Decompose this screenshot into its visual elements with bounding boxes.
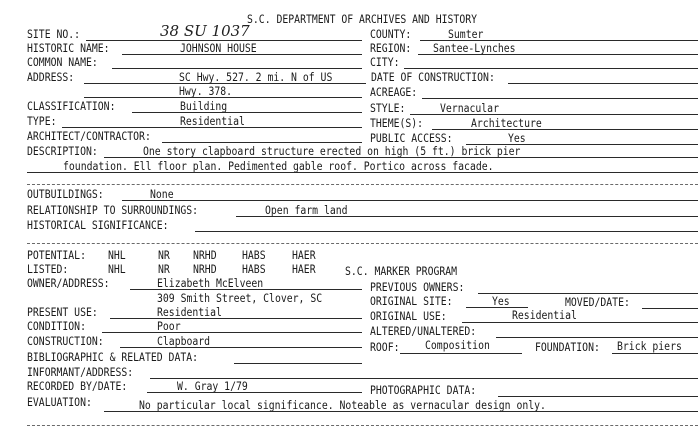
- present-use-label: PRESENT USE:: [27, 305, 98, 319]
- address-value-line-1: SC Hwy. 527. 2 mi. N of US: [179, 70, 333, 84]
- classification-value: Building: [180, 99, 228, 113]
- original-use-value: Residential: [512, 308, 577, 322]
- historical-significance-line: [195, 231, 698, 232]
- recorded-by-line: [147, 392, 362, 393]
- description-value-line-1: One story clapboard structure erected on high (5 ft.) brick pier: [143, 144, 521, 158]
- roof-label: ROOF:: [370, 340, 400, 354]
- foundation-label: FOUNDATION:: [535, 340, 600, 354]
- sc-marker-program-label: S.C. MARKER PROGRAM: [345, 264, 458, 278]
- listed-habs: HABS: [242, 262, 266, 276]
- architect-line: [162, 142, 362, 143]
- construction-line: [120, 347, 362, 348]
- style-line: [410, 114, 698, 115]
- city-line: [404, 68, 698, 69]
- owner-name-value: Elizabeth McElveen: [157, 276, 264, 290]
- relationship-value: Open farm land: [265, 203, 348, 217]
- type-value: Residential: [180, 114, 245, 128]
- bibliographic-line: [234, 363, 362, 364]
- description-value-line-2: foundation. Ell floor plan. Pedimented gable roof. Portico across facade.: [63, 159, 494, 173]
- moved-date-line: [642, 308, 698, 309]
- description-line-1: [104, 157, 698, 158]
- address-line-2: [84, 97, 362, 98]
- condition-value: Poor: [157, 319, 181, 333]
- listed-nrhd: NRHD: [193, 262, 217, 276]
- owner-line-1: [130, 289, 362, 290]
- original-site-label: ORIGINAL SITE:: [370, 294, 453, 308]
- foundation-value: Brick piers: [617, 339, 682, 353]
- county-label: COUNTY:: [370, 27, 412, 41]
- classification-label: CLASSIFICATION:: [27, 99, 116, 113]
- outbuildings-line: [122, 200, 698, 201]
- historic-name-label: HISTORIC NAME:: [27, 41, 110, 55]
- present-use-line: [110, 318, 362, 319]
- evaluation-line-1: [104, 411, 698, 412]
- classification-line: [132, 112, 362, 113]
- photographic-data-label: PHOTOGRAPHIC DATA:: [370, 383, 477, 397]
- historical-significance-label: HISTORICAL SIGNIFICANCE:: [27, 218, 169, 232]
- potential-label: POTENTIAL:: [27, 248, 86, 262]
- original-use-line: [462, 322, 698, 323]
- style-label: STYLE:: [370, 101, 406, 115]
- site-no-value: 38 SU 1037: [160, 22, 250, 40]
- address-label: ADDRESS:: [27, 70, 75, 84]
- previous-owners-label: PREVIOUS OWNERS:: [370, 280, 465, 294]
- informant-address-label: INFORMANT/ADDRESS:: [27, 365, 134, 379]
- foundation-line: [612, 353, 698, 354]
- historic-name-value: JOHNSON HOUSE: [180, 41, 257, 55]
- public-access-label: PUBLIC ACCESS:: [370, 131, 453, 145]
- acreage-label: ACREAGE:: [370, 85, 418, 99]
- relationship-label: RELATIONSHIP TO SURROUNDINGS:: [27, 203, 199, 217]
- roof-line: [400, 353, 522, 354]
- original-site-value: Yes: [492, 294, 510, 308]
- public-access-value: Yes: [508, 131, 526, 145]
- relationship-line: [236, 216, 698, 217]
- bibliographic-label: BIBLIOGRAPHIC & RELATED DATA:: [27, 350, 199, 364]
- city-label: CITY:: [370, 55, 400, 69]
- listed-nr: NR: [158, 262, 170, 276]
- condition-label: CONDITION:: [27, 319, 86, 333]
- themes-line: [432, 129, 698, 130]
- type-label: TYPE:: [27, 114, 57, 128]
- themes-label: THEME(S):: [370, 116, 424, 130]
- form-title: S.C. DEPARTMENT OF ARCHIVES AND HISTORY: [247, 12, 478, 26]
- owner-address-label: OWNER/ADDRESS:: [27, 276, 110, 290]
- date-of-construction-label: DATE OF CONSTRUCTION:: [371, 70, 495, 84]
- region-line: [418, 54, 698, 55]
- recorded-by-value: W. Gray 1/79: [177, 379, 248, 393]
- outbuildings-label: OUTBUILDINGS:: [27, 187, 104, 201]
- type-line: [62, 127, 362, 128]
- region-value: Santee-Lynches: [433, 41, 516, 55]
- architect-label: ARCHITECT/CONTRACTOR:: [27, 129, 151, 143]
- listed-label: LISTED:: [27, 262, 69, 276]
- condition-line: [102, 332, 362, 333]
- listed-nhl: NHL: [108, 262, 126, 276]
- altered-unaltered-label: ALTERED/UNALTERED:: [370, 324, 477, 338]
- listed-haer: HAER: [292, 262, 316, 276]
- potential-nr: NR: [158, 248, 170, 262]
- acreage-line: [422, 98, 698, 99]
- significance-line-2: [27, 243, 698, 244]
- owner-address-value: 309 Smith Street, Clover, SC: [157, 291, 323, 305]
- present-use-value: Residential: [157, 305, 222, 319]
- region-label: REGION:: [370, 41, 412, 55]
- date-of-construction-line: [508, 83, 698, 84]
- evaluation-value: No particular local significance. Noteable as vernacular design only.: [139, 398, 546, 412]
- site-no-label: SITE NO.:: [27, 27, 81, 41]
- themes-value: Architecture: [471, 116, 542, 130]
- description-line-3: [27, 184, 698, 185]
- construction-label: CONSTRUCTION:: [27, 334, 104, 348]
- style-value: Vernacular: [440, 101, 499, 115]
- historic-name-line: [122, 54, 362, 55]
- common-name-label: COMMON NAME:: [27, 55, 98, 69]
- original-use-label: ORIGINAL USE:: [370, 309, 447, 323]
- recorded-by-label: RECORDED BY/DATE:: [27, 379, 128, 393]
- evaluation-line-2: [27, 425, 698, 426]
- moved-date-label: MOVED/DATE:: [565, 295, 630, 309]
- common-name-line: [112, 68, 362, 69]
- potential-habs: HABS: [242, 248, 266, 262]
- photographic-data-line: [498, 396, 698, 397]
- potential-nrhd: NRHD: [193, 248, 217, 262]
- address-value-line-2: Hwy. 378.: [179, 84, 233, 98]
- roof-value: Composition: [425, 338, 490, 352]
- county-value: Sumter: [448, 27, 484, 41]
- construction-value: Clapboard: [157, 334, 211, 348]
- previous-owners-line: [478, 293, 698, 294]
- description-label: DESCRIPTION:: [27, 144, 98, 158]
- outbuildings-value: None: [150, 187, 174, 201]
- description-line-2: [27, 172, 698, 173]
- evaluation-label: EVALUATION:: [27, 395, 92, 409]
- altered-unaltered-line: [496, 337, 698, 338]
- potential-nhl: NHL: [108, 248, 126, 262]
- potential-haer: HAER: [292, 248, 316, 262]
